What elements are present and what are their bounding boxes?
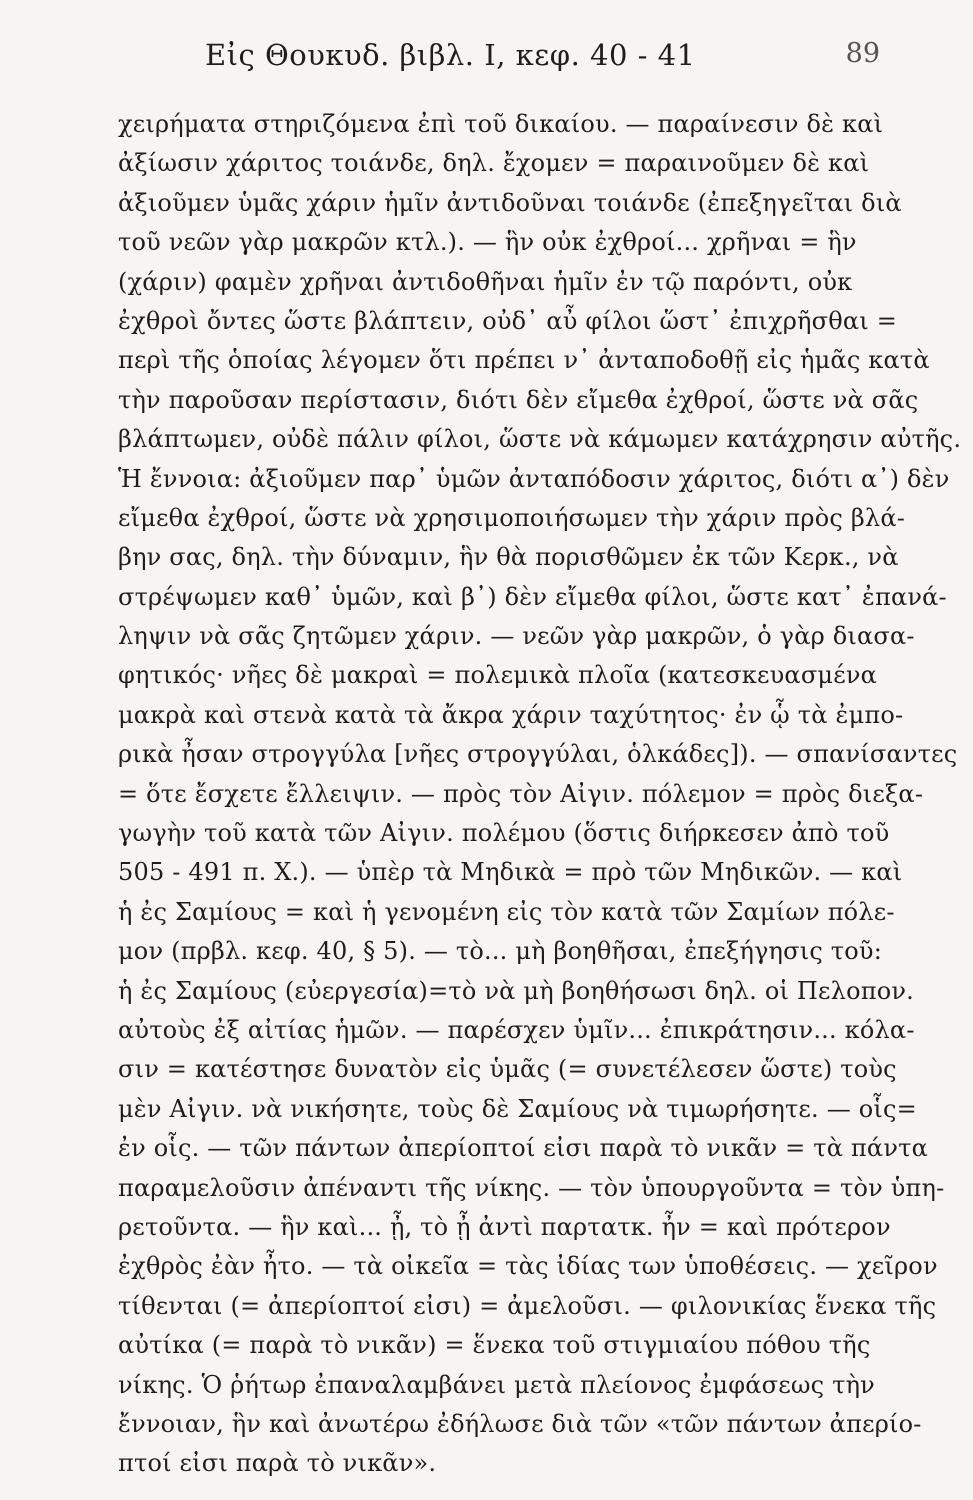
text-line: σιν = κατέστησε δυνατὸν εἰς ὑμᾶς (= συνετέλεσεν ὥστε) τοὺς [118,1055,897,1084]
text-line: ρετοῦντα. — ἣν καὶ... ᾖ, τὸ ᾖ ἀντὶ παρτατκ. ἦν = καὶ πρότερον [118,1212,891,1241]
text-line: παραμελοῦσιν ἀπέναντι τῆς νίκης. — τὸν ὑπουργοῦντα = τὸν ὑπη- [118,1173,945,1202]
text-line: τίθενται (= ἀπερίοπτοί εἰσι) = ἀμελοῦσι. — φιλονικίας ἕνεκα τῆς [118,1291,937,1320]
text-line: φητικός· νῆες δὲ μακραὶ = πολεμικὰ πλοῖα (κατεσκευασμένα [118,661,878,690]
text-line: νίκης. Ὁ ῥήτωρ ἐπαναλαμβάνει μετὰ πλείονος ἐμφάσεως τὴν [118,1370,875,1399]
text-line: μακρὰ καὶ στενὰ κατὰ τὰ ἄκρα χάριν ταχύτητος· ἐν ᾧ τὰ ἐμπο- [118,700,904,729]
text-line: ἐν οἷς. — τῶν πάντων ἀπερίοπτοί εἰσι παρὰ τὸ νικᾶν = τὰ πάντα [118,1134,928,1163]
running-title: Εἰς Θουκυδ. βιβλ. I, κεφ. 40 - 41 [205,38,696,72]
text-line: ἡ ἐς Σαμίους = καὶ ἡ γενομένη εἰς τὸν κατὰ τῶν Σαμίων πόλε- [118,897,895,926]
text-line: ἔννοιαν, ἣν καὶ ἀνωτέρω ἐδήλωσε διὰ τῶν «τῶν πάντων ἀπερίο- [118,1409,922,1438]
commentary-text [118,105,962,1484]
text-line: πτοί εἰσι παρὰ τὸ νικᾶν». [118,1449,437,1478]
text-line: ἐχθρὸς ἐὰν ἦτο. — τὰ οἰκεῖα = τὰς ἰδίας των ὑποθέσεις. — χεῖρον [118,1252,938,1281]
text-line: ἐχθροὶ ὄντες ὥστε βλάπτειν, οὐδ᾽ αὖ φίλοι ὥστ᾽ ἐπιχρῆσθαι = [118,306,898,335]
page-number: 89 [845,38,880,69]
text-line: αὐτοὺς ἐξ αἰτίας ἡμῶν. — παρέσχεν ὑμῖν... ἐπικράτησιν... κόλα- [118,1015,915,1044]
text-line: τοῦ νεῶν γὰρ μακρῶν κτλ.). — ἣν οὐκ ἐχθροί... χρῆναι = ἣν [118,228,857,257]
text-line: Ἡ ἔννοια: ἀξιοῦμεν παρ᾽ ὑμῶν ἀνταπόδοσιν χάριτος, διότι α᾽) δὲν [118,464,950,493]
page-header [120,38,880,88]
text-line: βην σας, δηλ. τὴν δύναμιν, ἣν θὰ πορισθῶμεν ἐκ τῶν Κερκ., νὰ [118,543,899,572]
text-line: = ὅτε ἔσχετε ἔλλειψιν. — πρὸς τὸν Αἰγιν. πόλεμον = πρὸς διεξα- [118,779,924,808]
text-line: αὐτίκα (= παρὰ τὸ νικᾶν) = ἕνεκα τοῦ στιγμιαίου πόθου τῆς [118,1331,871,1360]
text-line: (χάριν) φαμὲν χρῆναι ἀντιδοθῆναι ἡμῖν ἐν τῷ παρόντι, οὐκ [118,267,853,296]
text-line: γωγὴν τοῦ κατὰ τῶν Αἰγιν. πολέμου (ὅστις διήρκεσεν ἀπὸ τοῦ [118,819,890,848]
text-line: ρικὰ ἦσαν στρογγύλα [νῆες στρογγύλαι, ὁλκάδες]). — σπανίσαντες [118,740,958,769]
text-line: βλάπτωμεν, οὐδὲ πάλιν φίλοι, ὥστε νὰ κάμωμεν κατάχρησιν αὐτῆς. [118,425,962,454]
text-line: περὶ τῆς ὁποίας λέγομεν ὅτι πρέπει ν᾽ ἀνταποδοθῇ εἰς ἡμᾶς κατὰ [118,346,930,375]
text-line: χειρήματα στηριζόμενα ἐπὶ τοῦ δικαίου. — παραίνεσιν δὲ καὶ [118,110,884,138]
text-line: 505 - 491 π. Χ.). — ὑπὲρ τὰ Μηδικὰ = πρὸ τῶν Μηδικῶν. — καὶ [118,858,903,887]
text-line: μὲν Αἰγιν. νὰ νικήσητε, τοὺς δὲ Σαμίους νὰ τιμωρήσητε. — οἷς= [118,1094,917,1123]
text-line: στρέψωμεν καθ᾽ ὑμῶν, καὶ β᾽) δὲν εἴμεθα φίλοι, ὥστε κατ᾽ ἐπανά- [118,582,947,611]
text-line: ἡ ἐς Σαμίους (εὐεργεσία)=τὸ νὰ μὴ βοηθήσωσι δηλ. οἱ Πελοπον. [118,976,914,1005]
text-line: ληψιν νὰ σᾶς ζητῶμεν χάριν. — νεῶν γὰρ μακρῶν, ὁ γὰρ διασα- [118,622,915,651]
text-line: ἀξίωσιν χάριτος τοιάνδε, δηλ. ἔχομεν = παραινοῦμεν δὲ καὶ [118,149,870,178]
text-line: τὴν παροῦσαν περίστασιν, διότι δὲν εἴμεθα ἐχθροί, ὥστε νὰ σᾶς [118,385,919,414]
text-line: εἴμεθα ἐχθροί, ὥστε νὰ χρησιμοποιήσωμεν τὴν χάριν πρὸς βλά- [118,503,906,532]
text-line: ἀξιοῦμεν ὑμᾶς χάριν ἡμῖν ἀντιδοῦναι τοιάνδε (ἐπεξηγεῖται διὰ [118,188,902,217]
text-line: μον (πρβλ. κεφ. 40, § 5). — τὸ... μὴ βοηθῆσαι, ἐπεξήγησις τοῦ: [118,937,883,966]
